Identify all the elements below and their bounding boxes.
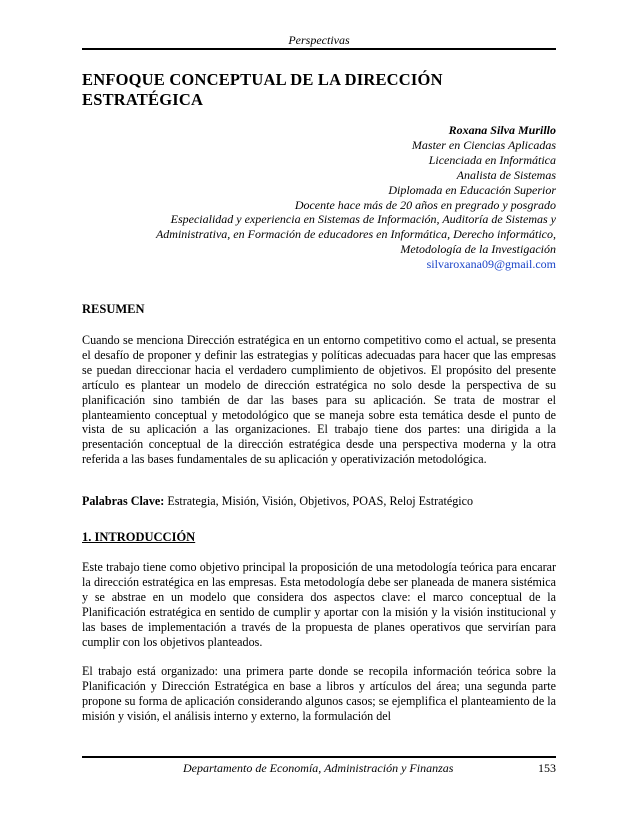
author-credential: Master en Ciencias Aplicadas [411,137,556,152]
author-credential: Docente hace más de 20 años en pregrado y posgrado [294,197,556,212]
author-credential: Metodología de la Investigación [400,242,556,257]
keywords-label: Palabras Clave: [82,494,165,508]
keywords-text: Estrategia, Misión, Visión, Objetivos, POAS, Reloj Estratégico [167,494,474,508]
author-credential: Especialidad y experiencia en Sistemas de Información, Auditoría de Sistemas y [170,212,556,227]
author-credential: Diplomada en Educación Superior [388,182,556,197]
introduction-paragraph-1: Este trabajo tiene como objetivo principal la proposición de una metodología teórica para encarar la dirección estratégica en las empresas. Esta metodología debe ser planeada de manera sistémica y se abstrae en un modelo que considera dos aspectos clave: el marco conceptual de la Planificación estratégica en sentido de cumplir y aportar con la misión y la visión institucional y las bases de implementación a través de la propuesta de planes operativos que servirían para cumplir con los objetivos planteados. [82,560,556,649]
author-block [82,123,556,272]
author-name: Roxana Silva Murillo [448,123,556,137]
footer-department: Departamento de Economía, Administración y Finanzas [183,761,454,775]
article-title: ENFOQUE CONCEPTUAL DE LA DIRECCIÓN ESTRATÉGICA [82,70,443,109]
running-header: Perspectivas [288,33,350,47]
keywords-line [82,494,556,509]
introduction-heading: 1. INTRODUCCIÓN [82,530,196,544]
author-email-link[interactable]: silvaroxana09@gmail.com [426,257,556,272]
header-rule [82,48,556,50]
abstract-text: Cuando se menciona Dirección estratégica en un entorno competitivo como el actual, se presenta el desafío de proponer y definir las estrategias y políticas adecuadas para hacer que las empresas se puedan direccionar hacia el verdadero cumplimiento de objetivos. El propósito del presente artículo es plantear un modelo de dirección estratégica no solo desde la perspectiva de su planificación sino también de dar las bases para su aplicación. Se trata de mostrar el planteamiento conceptual y metodológico que se maneja sobre esta temática desde el punto de vista de su aplicación a las organizaciones. El trabajo tiene dos partes: una dirigida a la presentación conceptual de la dirección estratégica desde una perspectiva moderna y la otra referida a las bases fundamentales de su aplicación y operativización metodológica. [82,333,556,467]
author-credential: Administrativa, en Formación de educadores en Informática, Derecho informático, [155,227,556,242]
author-credential: Analista de Sistemas [456,167,556,182]
introduction-paragraph-2: El trabajo está organizado: una primera parte donde se recopila información teórica sobre la Planificación y Dirección Estratégica en base a libros y artículos del área; una segunda parte propone su forma de aplicación considerando algunos casos; se ejemplifica el planteamiento de la misión y visión, el análisis interno y externo, la formulación del [82,664,556,723]
abstract-heading: RESUMEN [82,302,145,316]
footer-rule [82,756,556,758]
page-number: 153 [538,761,556,775]
author-credential: Licenciada en Informática [428,152,556,167]
